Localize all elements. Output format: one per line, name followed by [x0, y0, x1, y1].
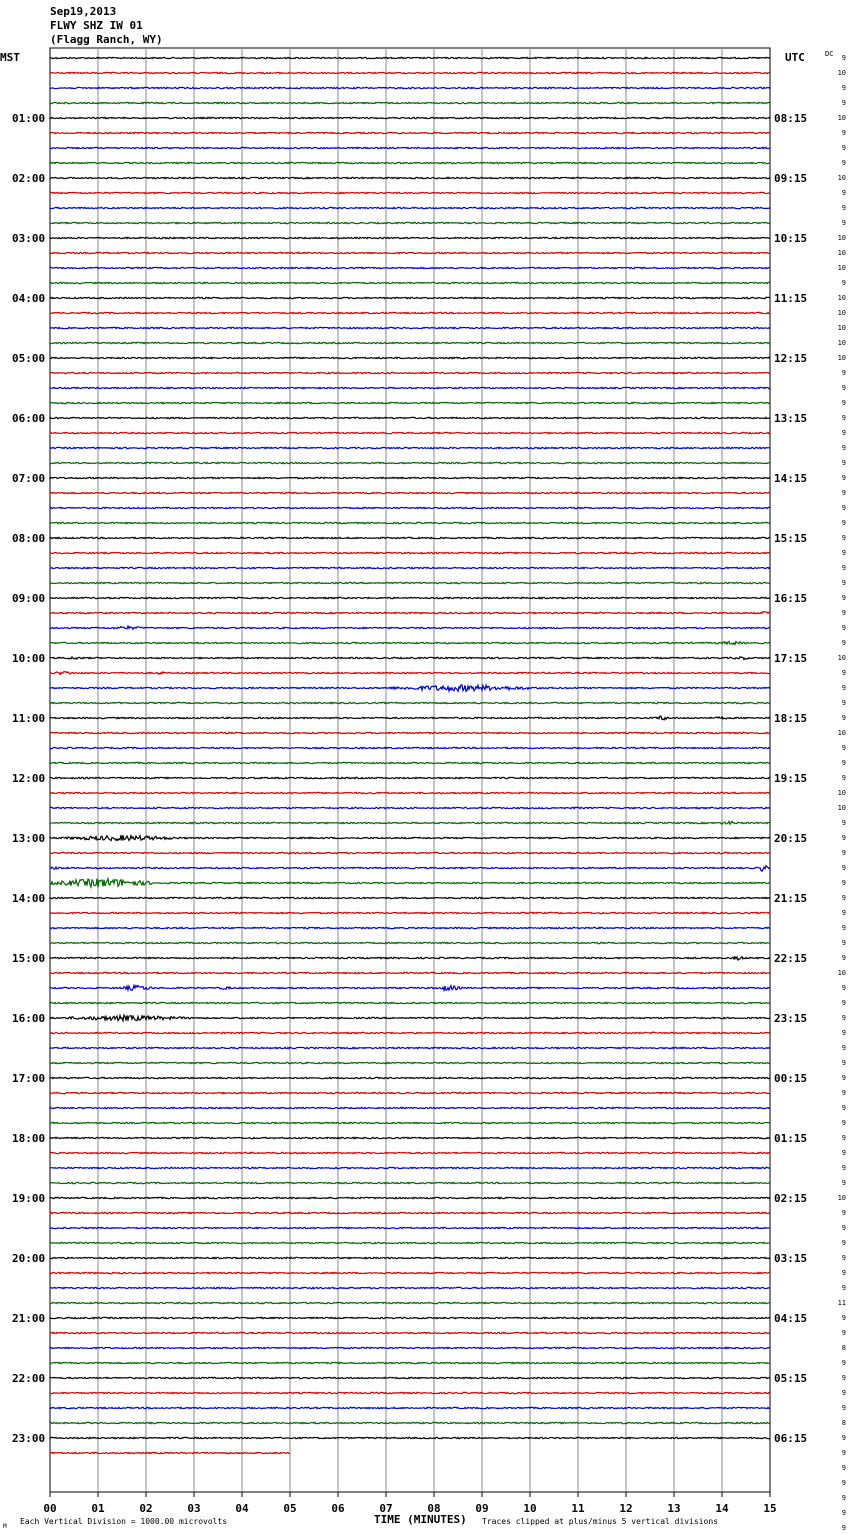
dc-offset-value: 10	[837, 324, 846, 332]
seismic-trace	[50, 1437, 770, 1439]
seismic-trace	[50, 1047, 770, 1048]
seismic-trace	[50, 177, 770, 178]
seismic-trace	[50, 1392, 770, 1393]
x-tick-label: 03	[187, 1502, 201, 1515]
seismic-trace	[50, 747, 770, 748]
dc-offset-value: 9	[841, 1524, 846, 1532]
seismic-trace	[50, 1362, 770, 1363]
dc-offset-value: 9	[841, 939, 846, 947]
seismic-trace	[50, 522, 770, 523]
hour-label-right: 12:15	[774, 352, 808, 365]
dc-offset-value: 9	[841, 1074, 846, 1082]
dc-offset-value: 9	[841, 894, 846, 902]
hour-label-right: 11:15	[774, 292, 808, 305]
seismic-trace	[50, 567, 770, 568]
dc-offset-value: 9	[841, 1359, 846, 1367]
hour-label-right: 09:15	[774, 172, 808, 185]
dc-offset-value: 9	[841, 1479, 846, 1487]
dc-offset-value: 10	[837, 294, 846, 302]
dc-offset-value: 9	[841, 1464, 846, 1472]
dc-offset-value: 9	[841, 774, 846, 782]
hour-label-right: 15:15	[774, 532, 808, 545]
dc-offset-value: 9	[841, 129, 846, 137]
seismic-trace	[50, 1182, 770, 1183]
seismic-trace	[50, 117, 770, 118]
seismic-trace	[50, 1242, 770, 1243]
seismic-trace	[50, 552, 770, 553]
seismic-trace	[50, 1032, 770, 1034]
seismic-trace	[50, 612, 770, 614]
dc-offset-value: 9	[841, 1314, 846, 1322]
dc-offset-value: 9	[841, 399, 846, 407]
dc-offset-value: 8	[841, 1344, 846, 1352]
seismic-trace	[50, 1137, 770, 1138]
seismic-trace	[50, 372, 770, 373]
dc-offset-value: 10	[837, 339, 846, 347]
dc-offset-value: 9	[841, 1494, 846, 1502]
dc-offset-value: 9	[841, 984, 846, 992]
seismic-trace	[50, 777, 770, 778]
dc-offset-value: 10	[837, 69, 846, 77]
x-tick-label: 05	[283, 1502, 297, 1515]
seismic-trace	[50, 985, 770, 990]
seismic-trace	[50, 282, 770, 283]
dc-offset-value: 10	[837, 354, 846, 362]
x-tick-label: 11	[571, 1502, 585, 1515]
dc-offset-value: 9	[841, 1119, 846, 1127]
hour-label-left: 17:00	[12, 1072, 46, 1085]
seismic-trace	[50, 1092, 770, 1093]
x-tick-label: 06	[331, 1502, 345, 1515]
dc-offset-value: 9	[841, 699, 846, 707]
dc-offset-value: 9	[841, 1509, 846, 1517]
dc-offset-value: 9	[841, 1044, 846, 1052]
dc-offset-value: 9	[841, 639, 846, 647]
seismic-trace	[50, 402, 770, 403]
dc-offset-value: 9	[841, 594, 846, 602]
hour-label-right: 01:15	[774, 1132, 808, 1145]
hour-label-left: 06:00	[12, 412, 46, 425]
seismic-trace	[50, 252, 770, 253]
plot-date: Sep19,2013	[50, 5, 117, 18]
dc-offset-value: 9	[841, 1434, 846, 1442]
seismic-trace	[50, 807, 770, 809]
x-tick-label: 00	[43, 1502, 57, 1515]
dc-offset-value: 9	[841, 684, 846, 692]
x-tick-label: 08	[427, 1502, 441, 1515]
x-tick-label: 04	[235, 1502, 249, 1515]
dc-offset-value: 9	[841, 744, 846, 752]
dc-offset-value: 9	[841, 519, 846, 527]
seismic-trace	[50, 477, 770, 478]
dc-offset-value: 9	[841, 369, 846, 377]
hour-label-left: 14:00	[12, 892, 46, 905]
seismic-trace	[50, 1212, 770, 1213]
dc-offset-value: 9	[841, 759, 846, 767]
dc-offset-value: 9	[841, 144, 846, 152]
dc-offset-value: 9	[841, 204, 846, 212]
dc-offset-value: 9	[841, 1209, 846, 1217]
dc-offset-value: 10	[837, 654, 846, 662]
dc-offset-value: 9	[841, 1164, 846, 1172]
seismic-trace	[50, 1347, 770, 1348]
station-location: (Flagg Ranch, WY)	[50, 33, 163, 46]
dc-offset-value: 10	[837, 249, 846, 257]
seismic-trace	[50, 507, 770, 508]
seismic-trace	[50, 162, 770, 163]
dc-offset-value: 9	[841, 1059, 846, 1067]
dc-offset-value: 9	[841, 84, 846, 92]
x-tick-label: 07	[379, 1502, 393, 1515]
dc-offset-value: 9	[841, 1449, 846, 1457]
dc-offset-value: 9	[841, 1179, 846, 1187]
dc-offset-value: 9	[841, 1284, 846, 1292]
seismic-trace	[50, 835, 770, 840]
dc-offset-value: 11	[837, 1299, 846, 1307]
seismic-trace	[50, 237, 770, 238]
hour-label-right: 05:15	[774, 1372, 808, 1385]
hour-label-right: 18:15	[774, 712, 808, 725]
dc-offset-value: 9	[841, 1329, 846, 1337]
station-name: FLWY SHZ IW 01	[50, 19, 143, 32]
dc-offset-value: 9	[841, 669, 846, 677]
left-axis-label: MST	[0, 51, 20, 64]
scale-note: Each Vertical Division = 1000.00 microvolts	[20, 1517, 228, 1526]
hour-label-left: 03:00	[12, 232, 46, 245]
x-axis-title: TIME (MINUTES)	[374, 1513, 467, 1526]
hour-label-right: 14:15	[774, 472, 808, 485]
seismic-trace	[50, 641, 770, 644]
dc-offset-value: 9	[841, 1404, 846, 1412]
dc-offset-value: 10	[837, 1194, 846, 1202]
hour-label-left: 04:00	[12, 292, 46, 305]
dc-label: DC	[825, 50, 834, 58]
dc-offset-value: 9	[841, 819, 846, 827]
dc-offset-value: 9	[841, 384, 846, 392]
seismic-trace	[50, 582, 770, 583]
x-tick-label: 15	[763, 1502, 777, 1515]
dc-offset-value: 9	[841, 609, 846, 617]
seismic-trace	[50, 897, 770, 898]
hour-label-left: 15:00	[12, 952, 46, 965]
dc-offset-value: 9	[841, 1029, 846, 1037]
hour-label-left: 22:00	[12, 1372, 46, 1385]
seismic-trace	[50, 207, 770, 208]
seismic-trace	[50, 1152, 770, 1153]
hour-label-left: 19:00	[12, 1192, 46, 1205]
seismic-trace	[50, 762, 770, 763]
dc-offset-value: 9	[841, 189, 846, 197]
seismic-trace	[50, 222, 770, 223]
seismic-trace	[50, 312, 770, 313]
hour-label-left: 11:00	[12, 712, 46, 725]
seismic-trace	[50, 57, 770, 58]
dc-offset-value: 9	[841, 1134, 846, 1142]
dc-offset-value: 9	[841, 549, 846, 557]
hour-label-left: 13:00	[12, 832, 46, 845]
seismic-trace	[50, 537, 770, 538]
dc-offset-value: 9	[841, 1224, 846, 1232]
hour-label-left: 20:00	[12, 1252, 46, 1265]
hour-label-right: 17:15	[774, 652, 808, 665]
seismic-trace	[50, 1197, 770, 1198]
dc-offset-value: 9	[841, 474, 846, 482]
clip-note: Traces clipped at plus/minus 5 vertical divisions	[482, 1517, 719, 1526]
seismic-trace	[50, 417, 770, 418]
dc-offset-value: 9	[841, 909, 846, 917]
hour-label-right: 21:15	[774, 892, 808, 905]
dc-offset-value: 9	[841, 444, 846, 452]
dc-offset-value: 9	[841, 279, 846, 287]
dc-offset-value: 9	[841, 1269, 846, 1277]
dc-offset-value: 9	[841, 1104, 846, 1112]
seismic-trace	[50, 297, 770, 298]
dc-offset-value: 9	[841, 219, 846, 227]
seismic-trace	[50, 1407, 770, 1408]
seismic-trace	[50, 1062, 770, 1063]
seismic-trace	[50, 342, 770, 343]
dc-offset-value: 9	[841, 534, 846, 542]
seismic-trace	[50, 147, 770, 148]
dc-offset-value: 9	[841, 849, 846, 857]
dc-offset-value: 10	[837, 804, 846, 812]
dc-offset-value: 9	[841, 1254, 846, 1262]
plot-frame	[50, 48, 770, 1492]
seismic-trace	[50, 597, 770, 598]
dc-offset-value: 10	[837, 309, 846, 317]
x-tick-label: 12	[619, 1502, 633, 1515]
seismic-trace	[50, 267, 770, 268]
dc-offset-value: 9	[841, 1389, 846, 1397]
dc-offset-value: 9	[841, 504, 846, 512]
hour-label-left: 18:00	[12, 1132, 46, 1145]
hour-label-left: 07:00	[12, 472, 46, 485]
dc-offset-value: 9	[841, 864, 846, 872]
hour-label-right: 13:15	[774, 412, 808, 425]
seismic-trace	[50, 792, 770, 793]
hour-label-right: 04:15	[774, 1312, 808, 1325]
seismic-trace	[50, 447, 770, 448]
seismic-trace	[50, 972, 770, 973]
dc-offset-value: 9	[841, 429, 846, 437]
dc-offset-value: 9	[841, 1014, 846, 1022]
dc-offset-value: 10	[837, 969, 846, 977]
seismic-trace	[50, 716, 770, 720]
dc-offset-value: 9	[841, 489, 846, 497]
hour-label-right: 20:15	[774, 832, 808, 845]
hour-label-left: 05:00	[12, 352, 46, 365]
dc-offset-value: 9	[841, 459, 846, 467]
seismic-trace	[50, 1332, 770, 1333]
seismic-trace	[50, 657, 770, 660]
dc-offset-value: 10	[837, 234, 846, 242]
dc-offset-value: 9	[841, 879, 846, 887]
dc-offset-value: 9	[841, 924, 846, 932]
seismic-trace	[50, 462, 770, 463]
corner-mark: M	[3, 1523, 7, 1530]
seismic-trace	[50, 1077, 770, 1078]
seismic-trace	[50, 671, 770, 674]
seismic-trace	[50, 685, 770, 691]
seismic-trace	[50, 942, 770, 943]
seismic-trace	[50, 1015, 770, 1021]
seismic-trace	[50, 879, 770, 888]
hour-label-right: 16:15	[774, 592, 808, 605]
hour-label-left: 16:00	[12, 1012, 46, 1025]
seismic-trace	[50, 192, 770, 193]
dc-offset-value: 8	[841, 1419, 846, 1427]
hour-label-left: 21:00	[12, 1312, 46, 1325]
dc-offset-value: 9	[841, 159, 846, 167]
dc-offset-value: 10	[837, 264, 846, 272]
hour-label-right: 23:15	[774, 1012, 808, 1025]
seismic-trace	[50, 1377, 770, 1378]
hour-label-right: 10:15	[774, 232, 808, 245]
seismic-trace	[50, 1317, 770, 1318]
hour-label-left: 02:00	[12, 172, 46, 185]
hour-label-left: 10:00	[12, 652, 46, 665]
hour-label-left: 01:00	[12, 112, 46, 125]
seismic-trace	[50, 87, 770, 88]
dc-offset-value: 9	[841, 624, 846, 632]
x-tick-label: 13	[667, 1502, 681, 1515]
seismic-trace	[50, 1122, 770, 1123]
seismic-trace	[50, 1287, 770, 1288]
dc-offset-value: 10	[837, 729, 846, 737]
hour-label-right: 00:15	[774, 1072, 808, 1085]
hour-label-left: 08:00	[12, 532, 46, 545]
seismic-trace	[50, 327, 770, 328]
seismic-trace	[50, 821, 770, 824]
dc-offset-value: 9	[841, 54, 846, 62]
seismic-trace	[50, 1422, 770, 1423]
seismic-trace	[50, 927, 770, 928]
seismic-trace	[50, 1272, 770, 1273]
seismic-trace	[50, 852, 770, 854]
hour-label-right: 19:15	[774, 772, 808, 785]
dc-offset-value: 9	[841, 414, 846, 422]
dc-offset-value: 9	[841, 954, 846, 962]
seismic-trace	[50, 912, 770, 913]
hour-label-left: 12:00	[12, 772, 46, 785]
seismic-trace	[50, 1167, 770, 1168]
dc-offset-value: 9	[841, 1089, 846, 1097]
seismic-trace	[50, 1452, 290, 1453]
dc-offset-value: 10	[837, 114, 846, 122]
seismic-trace	[50, 492, 770, 493]
hour-label-right: 02:15	[774, 1192, 808, 1205]
x-tick-label: 09	[475, 1502, 489, 1515]
hour-label-right: 03:15	[774, 1252, 808, 1265]
seismic-trace	[50, 132, 770, 133]
seismic-trace	[50, 732, 770, 733]
seismic-trace	[50, 1002, 770, 1003]
seismic-trace	[50, 626, 770, 629]
dc-offset-value: 9	[841, 999, 846, 1007]
dc-offset-value: 9	[841, 99, 846, 107]
dc-offset-value: 9	[841, 564, 846, 572]
seismic-trace	[50, 357, 770, 358]
dc-offset-value: 9	[841, 1239, 846, 1247]
seismic-trace	[50, 1227, 770, 1228]
seismic-trace	[50, 702, 770, 703]
seismic-trace	[50, 1107, 770, 1108]
seismic-trace	[50, 866, 770, 871]
x-tick-label: 01	[91, 1502, 105, 1515]
seismic-trace	[50, 1257, 770, 1258]
seismic-trace	[50, 432, 770, 433]
x-tick-label: 10	[523, 1502, 537, 1515]
seismic-trace	[50, 102, 770, 103]
hour-label-right: 06:15	[774, 1432, 808, 1445]
dc-offset-value: 10	[837, 174, 846, 182]
seismic-trace	[50, 387, 770, 388]
dc-offset-value: 10	[837, 789, 846, 797]
dc-offset-value: 9	[841, 834, 846, 842]
dc-offset-value: 9	[841, 1374, 846, 1382]
hour-label-left: 09:00	[12, 592, 46, 605]
hour-label-right: 22:15	[774, 952, 808, 965]
seismic-trace	[50, 1302, 770, 1303]
seismic-trace	[50, 957, 770, 960]
hour-label-right: 08:15	[774, 112, 808, 125]
x-tick-label: 02	[139, 1502, 153, 1515]
seismic-trace	[50, 72, 770, 73]
x-tick-label: 14	[715, 1502, 729, 1515]
right-axis-label: UTC	[785, 51, 805, 64]
hour-label-left: 23:00	[12, 1432, 46, 1445]
dc-offset-value: 9	[841, 714, 846, 722]
dc-offset-value: 9	[841, 579, 846, 587]
dc-offset-value: 9	[841, 1149, 846, 1157]
